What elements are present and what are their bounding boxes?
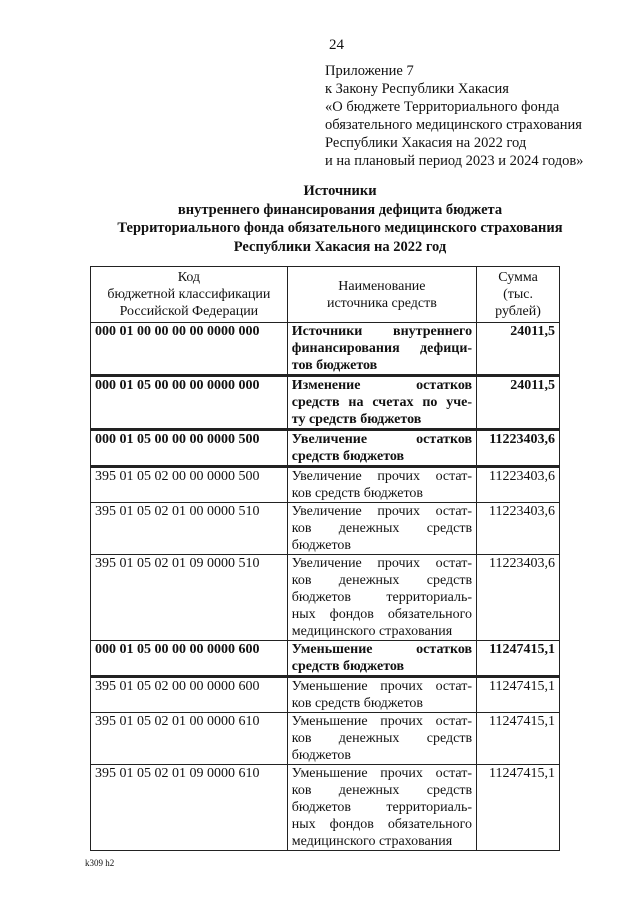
source-name-line: Уменьшение остатков [291,642,473,657]
budget-code-cell: 395 01 05 02 00 00 0000 600 [91,677,288,713]
source-name-line: Увеличение прочих остат- [291,469,473,484]
budget-code-cell: 395 01 05 02 01 09 0000 510 [91,555,288,641]
source-name-line: бюджетов территориаль- [291,590,473,605]
source-name-line: Уменьшение прочих остат- [291,679,473,694]
document-title [40,182,640,256]
appendix-line: обязательного медицинского страхования [325,117,582,133]
source-name-line: ту средств бюджетов [291,412,422,427]
source-name-line: Уменьшение прочих остат- [291,714,473,729]
amount-cell: 11247415,1 [477,713,560,765]
amount-cell: 11247415,1 [477,641,560,677]
source-name-cell [287,677,476,713]
amount-cell: 11223403,6 [477,503,560,555]
source-name-line: средств на счетах по уче- [291,395,473,410]
source-name-line: тов бюджетов [291,358,378,373]
amount-cell: 11223403,6 [477,555,560,641]
table-row [91,641,560,677]
header-sum-line: (тыс. [503,287,533,302]
page-number: 24 [329,37,344,53]
amount-cell: 11247415,1 [477,765,560,851]
table-row [91,713,560,765]
source-name-cell [287,430,476,467]
source-name-cell [287,555,476,641]
appendix-line: и на плановый период 2023 и 2024 годов» [325,153,584,169]
header-sum-line: рублей) [495,304,541,319]
table-header-row [91,267,560,323]
header-code-line: Код [177,270,201,285]
source-name-line: Источники внутреннего [291,324,473,339]
header-name-line: источника средств [326,295,437,311]
budget-code-cell: 000 01 05 00 00 00 0000 600 [91,641,288,677]
source-name-line: Увеличение прочих остат- [291,556,473,571]
appendix-line: «О бюджете Территориального фонда [325,99,560,115]
footer-code: k309 h2 [85,858,115,868]
amount-cell: 11247415,1 [477,677,560,713]
budget-code-cell: 000 01 05 00 00 00 0000 500 [91,430,288,467]
source-name-line: ков денежных средств [291,573,473,588]
source-name-line: ков средств бюджетов [291,696,424,711]
table-row [91,323,560,376]
source-name-line: ных фондов обязательного [291,817,473,832]
title-line: Источники [303,183,377,199]
source-name-line: средств бюджетов [291,449,405,464]
budget-code-cell: 000 01 00 00 00 00 0000 000 [91,323,288,376]
sources-table [90,266,560,851]
table-body [91,323,560,851]
appendix-reference [325,62,583,170]
source-name-line: ков средств бюджетов [291,486,424,501]
header-name-line: Наименование [338,278,426,294]
appendix-line: к Закону Республики Хакасия [325,81,509,97]
appendix-line: Приложение 7 [325,63,414,79]
source-name-line: Увеличение прочих остат- [291,504,473,519]
source-name-cell [287,713,476,765]
budget-code-cell: 395 01 05 02 01 00 0000 510 [91,503,288,555]
source-name-line: бюджетов [291,538,352,553]
header-code [91,267,288,323]
source-name-cell [287,765,476,851]
table-row [91,555,560,641]
table-row [91,376,560,430]
source-name-line: средств бюджетов [291,659,405,674]
amount-cell: 24011,5 [477,323,560,376]
title-line: внутреннего финансирования дефицита бюджета [177,201,503,218]
header-code-line: Российской Федерации [119,304,259,319]
source-name-cell [287,376,476,430]
source-name-cell [287,641,476,677]
source-name-line: ков денежных средств [291,731,473,746]
budget-code-cell: 000 01 05 00 00 00 0000 000 [91,376,288,430]
budget-code-cell: 395 01 05 02 01 09 0000 610 [91,765,288,851]
title-line: Территориального фонда обязательного медицинского страхования [117,220,563,236]
title-line: Республики Хакасия на 2022 год [233,238,447,255]
source-name-line: бюджетов [291,748,352,763]
table-row [91,503,560,555]
header-sum-line: Сумма [498,270,538,285]
source-name-line: ков денежных средств [291,783,473,798]
amount-cell: 24011,5 [477,376,560,430]
source-name-line: медицинского страхования [291,834,453,849]
source-name-cell [287,503,476,555]
header-code-line: бюджетной классификации [107,287,271,302]
source-name-line: ков денежных средств [291,521,473,536]
appendix-line: Республики Хакасия на 2022 год [325,135,527,151]
source-name-line: медицинского страхования [291,624,453,639]
source-name-line: Увеличение остатков [291,432,473,447]
budget-code-cell: 395 01 05 02 01 00 0000 610 [91,713,288,765]
amount-cell: 11223403,6 [477,430,560,467]
source-name-line: Уменьшение прочих остат- [291,766,473,781]
source-name-line: бюджетов территориаль- [291,800,473,815]
header-sum [477,267,560,323]
header-name [287,267,476,323]
table-row [91,467,560,503]
source-name-cell [287,323,476,376]
budget-code-cell: 395 01 05 02 00 00 0000 500 [91,467,288,503]
table-row [91,765,560,851]
amount-cell: 11223403,6 [477,467,560,503]
source-name-line: финансирования дефици- [291,341,473,356]
table-row [91,430,560,467]
table-row [91,677,560,713]
source-name-line: ных фондов обязательного [291,607,473,622]
source-name-cell [287,467,476,503]
source-name-line: Изменение остатков [291,378,473,393]
